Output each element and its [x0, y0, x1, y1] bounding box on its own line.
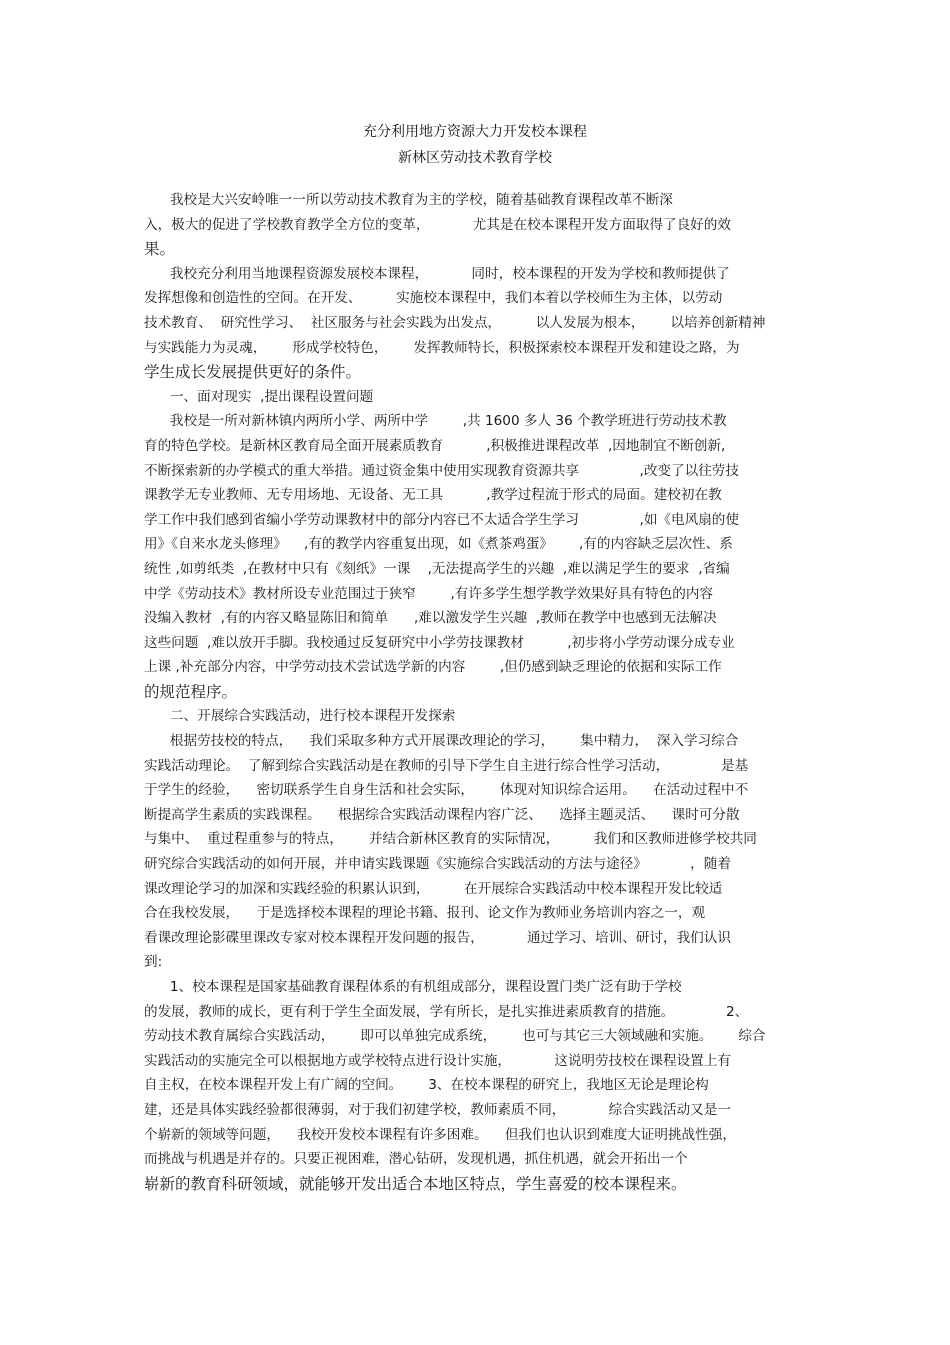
text-line: 实践活动的实施完全可以根据地方或学校特点进行设计实施， 这说明劳技校在课程设置上有	[144, 1052, 731, 1069]
page-title: 充分利用地方资源大力开发校本课程	[363, 124, 587, 140]
text-line: 发挥想像和创造性的空间。在开发、 实施校本课程中，我们本着以学校师生为主体，以劳动	[144, 290, 723, 307]
text-line: 个崭新的领域等问题， 我校开发校本课程有许多困难。 但我们也认识到难度大证明挑战性强，	[144, 1126, 736, 1143]
text-line: 统性 ,如剪纸类 ,在教材中只有《刻纸》一课 ,无法提高学生的兴趣 ,难以满足学生的要求 ,省编	[144, 560, 730, 577]
text-line: 果。	[144, 240, 176, 259]
text-line: 一、面对现实 ,提出课程设置问题	[144, 388, 374, 405]
title-block	[0, 119, 950, 171]
text-line: 不断探索新的办学模式的重大举措。通过资金集中使用实现教育资源共享 ,改变了以往劳技	[144, 462, 739, 479]
text-line: 自主权，在校本课程开发上有广阔的空间。 3、在校本课程的研究上，我地区无论是理论构	[144, 1077, 709, 1094]
text-line: 我校是大兴安岭唯一一所以劳动技术教育为主的学校，随着基础教育课程改革不断深	[144, 192, 673, 208]
text-line: 断提高学生素质的实践课程。 根据综合实践活动课程内容广泛、 选择主题灵活、 课时可分散	[144, 806, 740, 823]
text-line: 劳动技术教育属综合实践活动， 即可以单独完成系统， 也可与其它三大领域融和实施。 综合	[144, 1028, 766, 1045]
text-line: 建，还是具体实践经验都很薄弱，对于我们初建学校，教师素质不同， 综合实践活动又是一	[144, 1101, 731, 1118]
text-line: 看课改理论影碟里课改专家对校本课程开发问题的报告， 通过学习、培训、研讨，我们认识	[144, 929, 731, 946]
text-line: 与实践能力为灵魂， 形成学校特色， 发挥教师特长，积极探索校本课程开发和建设之路，为	[144, 339, 740, 356]
text-line: 学生成长发展提供更好的条件。	[144, 363, 362, 382]
text-line: 这些问题 ,难以放开手脚。我校通过反复研究中小学劳技课教材 ,初步将小学劳动课分成专业	[144, 634, 735, 651]
text-line: 崭新的教育科研领域，就能够开发出适合本地区特点，学生喜爱的校本课程来。	[144, 1174, 687, 1193]
text-line: 的规范程序。	[144, 682, 238, 701]
page-subtitle: 新林区劳动技术教育学校	[398, 150, 552, 166]
text-line: 二、开展综合实践活动，进行校本课程开发探索	[144, 708, 456, 725]
body-text	[144, 188, 824, 1196]
text-line: 根据劳技校的特点， 我们采取多种方式开展课改理论的学习， 集中精力， 深入学习综合	[144, 733, 739, 750]
text-line: 课改理论学习的加深和实践经验的积累认识到， 在开展综合实践活动中校本课程开发比较适	[144, 880, 723, 897]
text-line: 与集中、 重过程重参与的特点， 并结合新林区教育的实际情况， 我们和区教师进修学校共同	[144, 831, 757, 848]
text-line: 入，极大的促进了学校教育教学全方位的变革， 尤其是在校本课程开发方面取得了良好的效	[144, 216, 731, 233]
text-line: 到:	[144, 954, 163, 971]
text-line: 学工作中我们感到省编小学劳动课教材中的部分内容已不太适合学生学习 ,如《电风扇的使	[144, 511, 739, 528]
text-line: 我校充分利用当地课程资源发展校本课程， 同时，校本课程的开发为学校和教师提供了	[144, 265, 730, 282]
text-line: 中学《劳动技术》教材所设专业范围过于狭窄 ,有许多学生想学教学效果好具有特色的内容	[144, 585, 714, 602]
text-line: 实践活动理论。 了解到综合实践活动是在教师的引导下学生自主进行综合性学习活动， 是基	[144, 757, 749, 774]
text-line: 课教学无专业教师、无专用场地、无设备、无工具 ,教学过程流于形式的局面。建校初在教	[144, 487, 722, 504]
text-line: 我校是一所对新林镇内两所小学、两所中学 ,共 1600 多人 36 个教学班进行劳动技术教	[144, 413, 727, 430]
text-line: 上课 ,补充部分内容，中学劳动技术尝试选学新的内容 ,但仍感到缺乏理论的依据和实际工作	[144, 659, 722, 676]
text-line: 用》《自来水龙头修理》 ,有的教学内容重复出现，如《煮茶鸡蛋》 ,有的内容缺乏层次性、系	[144, 536, 733, 553]
text-line: 合在我校发展， 于是选择校本课程的理论书籍、报刊、论文作为教师业务培训内容之一，观	[144, 905, 706, 922]
text-line: 于学生的经验， 密切联系学生自身生活和社会实际， 体现对知识综合运用。 在活动过程中不	[144, 782, 749, 799]
text-line: 技术教育、 研究性学习、 社区服务与社会实践为出发点， 以人发展为根本， 以培养创新精神	[144, 314, 766, 331]
text-line: 的发展，教师的成长，更有利于学生全面发展，学有所长，是扎实推进素质教育的措施。 2、	[144, 1003, 749, 1020]
text-line: 没编入教材 ,有的内容又略显陈旧和简单 ,难以激发学生兴趣 ,教师在教学中也感到无法解决	[144, 610, 717, 627]
text-line: 1、校本课程是国家基础教育课程体系的有机组成部分，课程设置门类广泛有助于学校	[144, 979, 682, 995]
text-line: 而挑战与机遇是并存的。只要正视困难，潜心钻研，发现机遇，抓住机遇，就会开拓出一个	[144, 1151, 688, 1168]
text-line: 育的特色学校。是新林区教育局全面开展素质教育 ,积极推进课程改革 ,因地制宜不断创新,	[144, 437, 726, 454]
text-line: 研究综合实践活动的如何开展，并申请实践课题《实施综合实践活动的方法与途径》 ，随着	[144, 856, 731, 873]
